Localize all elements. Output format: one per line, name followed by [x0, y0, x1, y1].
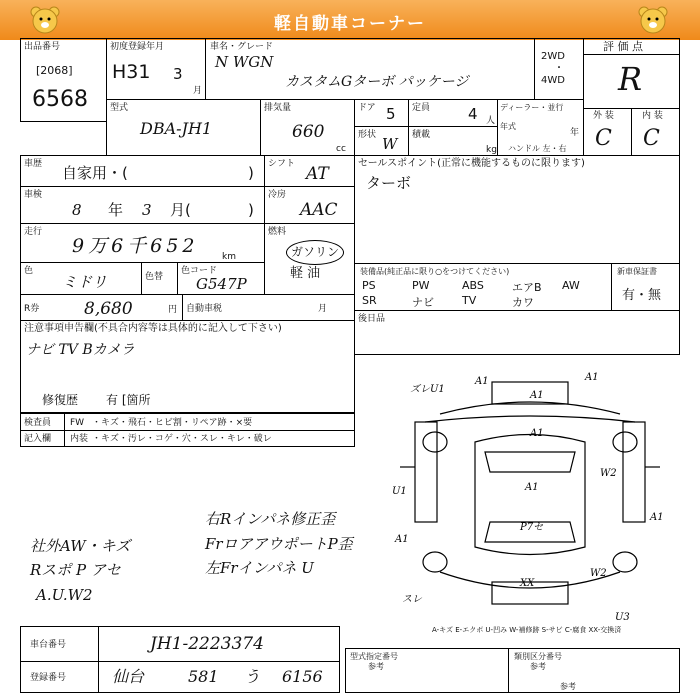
shift-label: シフト — [268, 159, 296, 169]
shape-label: 形状 — [358, 130, 377, 140]
sales-value: ターボ — [366, 174, 412, 192]
dealer-year-unit: 年 — [570, 128, 580, 138]
notes-line1: ナビ TV Bカメラ — [26, 342, 135, 358]
load-unit: kg — [486, 145, 497, 155]
equipment-label: 装備品(純正品に限り○をつけてください) — [360, 267, 510, 276]
history-close: ) — [248, 164, 254, 182]
inspector-note-2: FrロアアウポートP歪 — [205, 535, 353, 553]
interior-label: 内 装 — [642, 111, 663, 121]
score-label: 評 価 点 — [603, 40, 643, 53]
color-value: ミドリ — [62, 273, 108, 291]
notes-line3: 有 [箇所 — [106, 393, 151, 407]
bottom-label-1: 型式指定番号 — [350, 652, 398, 661]
page-title: 軽自動車コーナー — [274, 14, 426, 34]
doors-value: 5 — [386, 105, 396, 123]
equipment-item[interactable]: カワ — [512, 296, 534, 309]
diagram-mark: A1 — [530, 390, 544, 401]
equipment-row — [362, 279, 612, 293]
cooler-value: AAC — [300, 200, 338, 220]
reg-label: 初度登録年月 — [110, 42, 165, 52]
bottom-label-3: 類別区分番号 — [514, 652, 562, 661]
drive-4wd: 4WD — [541, 75, 565, 86]
diagram-mark: A1 — [395, 534, 409, 545]
drive-dot: ・ — [554, 63, 564, 74]
mileage-label: 走行 — [24, 227, 43, 237]
inspection-year-unit: 年 — [108, 201, 124, 219]
car-grade: カスタムGターボ パッケージ — [285, 74, 469, 90]
plate-city: 仙台 — [112, 667, 145, 686]
plate-number: 6156 — [282, 667, 323, 686]
capacity-label: 定員 — [412, 103, 431, 113]
newcar-label: 新車保証書 — [617, 267, 657, 276]
capacity-value: 4 — [468, 105, 478, 123]
reg-month-unit: 月 — [193, 86, 203, 96]
diagram-mark: A1 — [650, 512, 664, 523]
diagram-mark: A1 — [530, 428, 544, 439]
chassis-value: JH1-2223374 — [150, 634, 264, 654]
diagram-mark: W2 — [600, 468, 617, 479]
car-label: 車名・グレード — [210, 42, 274, 52]
diagram-mark: P7セ — [520, 522, 544, 533]
drive-2wd: 2WD — [541, 51, 565, 62]
plate-kana: う — [244, 667, 261, 686]
reg-era: H31 — [112, 61, 151, 83]
nox-month-unit: 月 — [318, 304, 328, 314]
equipment-item[interactable]: AW — [562, 279, 580, 292]
diagram-mark: U1 — [392, 486, 407, 497]
capacity-unit: 人 — [486, 116, 496, 126]
shape-value: W — [382, 135, 398, 153]
checker-fw: FW — [70, 418, 85, 428]
car-diagram — [380, 372, 680, 622]
exterior-label: 外 装 — [593, 111, 614, 121]
diagram-mark: ズレU1 — [410, 384, 445, 395]
mileage-unit: km — [222, 252, 236, 262]
model-value: DBA-JH1 — [140, 119, 213, 138]
newcar-value: 有・無 — [622, 288, 662, 303]
chassis-label: 車台番号 — [30, 640, 67, 650]
dealer-year-label: 年式 — [500, 122, 516, 131]
fuel-gas[interactable]: ガソリン — [286, 240, 344, 265]
lot-sub: [2068] — [36, 64, 73, 77]
color-change-label: 色替 — [145, 272, 164, 282]
equipment-item[interactable]: TV — [462, 294, 477, 307]
recycle-value: 8,680 — [84, 299, 133, 319]
hand-note-1: 社外AW・キズ — [30, 537, 131, 555]
displacement-unit: cc — [336, 144, 346, 154]
checker-label-1: 検査員 — [24, 418, 52, 428]
bear-mascot-icon — [636, 5, 670, 35]
bear-mascot-icon — [28, 5, 62, 35]
reg-month: 3 — [173, 65, 183, 83]
inspector-note-3: 左Frインパネ U — [205, 559, 314, 577]
doors-label: ドア — [358, 103, 376, 113]
equipment-item[interactable]: ABS — [462, 279, 484, 292]
diagram-mark: スレ — [402, 594, 422, 605]
model-label: 型式 — [110, 103, 129, 113]
inspection-month: 3 — [142, 201, 152, 219]
color-code-label: 色コード — [181, 266, 218, 276]
diagram-mark: A1 — [585, 372, 599, 383]
lot-number: 6568 — [32, 87, 88, 112]
diagram-mark: W2 — [590, 568, 607, 579]
cooler-label: 冷房 — [268, 190, 287, 200]
displacement-value: 660 — [292, 122, 325, 142]
diagram-mark: U3 — [615, 612, 630, 622]
rear-label: 後日品 — [358, 314, 386, 324]
fuel-label: 燃料 — [268, 227, 287, 237]
notes-label: 注意事項申告欄(不具合内容等は具体的に記入して下さい) — [24, 323, 282, 334]
history-box — [20, 155, 265, 187]
hand-note-2: Rスポ P アセ — [30, 561, 121, 579]
equipment-item[interactable]: SR — [362, 294, 377, 307]
sales-box — [354, 155, 680, 264]
recycle-label: R券 — [24, 304, 40, 314]
inspection-label: 車検 — [24, 190, 43, 200]
checker-items-2: ・キズ・汚レ・コゲ・穴・スレ・キレ・破レ — [92, 434, 272, 444]
recycle-unit: 円 — [168, 305, 178, 315]
car-name: N WGN — [215, 53, 274, 71]
nox-label: 自動車税 — [186, 304, 223, 314]
shift-value: AT — [306, 164, 329, 184]
color-code: G547P — [196, 275, 247, 293]
bottom-label-2: 参考 — [368, 662, 384, 671]
rear-box — [354, 310, 680, 355]
equipment-item[interactable]: PW — [412, 279, 430, 292]
load-label: 積載 — [412, 130, 431, 140]
interior-score: C — [643, 126, 660, 151]
equipment-item[interactable]: PS — [362, 279, 376, 292]
inspector-note-1: 右Rインパネ修正歪 — [205, 510, 336, 528]
history-label: 車歴 — [24, 159, 43, 169]
lot-label: 出品番号 — [24, 42, 61, 52]
displacement-label: 排気量 — [264, 103, 292, 113]
bottom-label-5: 参考 — [560, 682, 576, 691]
dealer-label: ディーラー・並行 — [500, 103, 564, 112]
checker-items-1: ・キズ・飛石・ヒビ割・リペア跡・×要 — [92, 418, 253, 428]
notes-line2: 修復歴 — [42, 393, 79, 407]
sales-label: セールスポイント(正常に機能するものに限ります) — [358, 158, 585, 169]
plate-class: 581 — [188, 667, 219, 686]
color-label: 色 — [24, 266, 34, 276]
exterior-score: C — [595, 126, 612, 151]
mileage-value: 9万6千652 — [72, 235, 199, 257]
plate-label: 登録番号 — [30, 673, 67, 683]
bottom-label-4: 参考 — [530, 662, 546, 671]
diagram-mark: A1 — [475, 376, 489, 387]
fuel-light: 軽 油 — [290, 266, 321, 281]
diagram-mark: XX — [520, 578, 535, 589]
hand-note-3: A.U.W2 — [36, 586, 93, 604]
score-value: R — [618, 60, 643, 98]
handle-label: ハンドル 左・右 — [508, 144, 567, 153]
history-value: 自家用・( — [62, 164, 128, 182]
checker-label-2: 記入欄 — [24, 434, 52, 444]
checker-area: 内装 — [70, 434, 89, 444]
equipment-item[interactable]: エアB — [512, 281, 542, 294]
inspection-close: ) — [248, 201, 254, 219]
diagram-mark: A1 — [525, 482, 539, 493]
inspection-year: 8 — [72, 201, 82, 219]
equipment-row — [362, 294, 612, 308]
inspection-month-unit: 月( — [170, 201, 191, 219]
equipment-item[interactable]: ナビ — [412, 296, 434, 309]
diagram-legend: A-キズ E-エクボ U-凹み W-補修跡 S-サビ C-腐食 XX-交換済 — [432, 626, 622, 634]
